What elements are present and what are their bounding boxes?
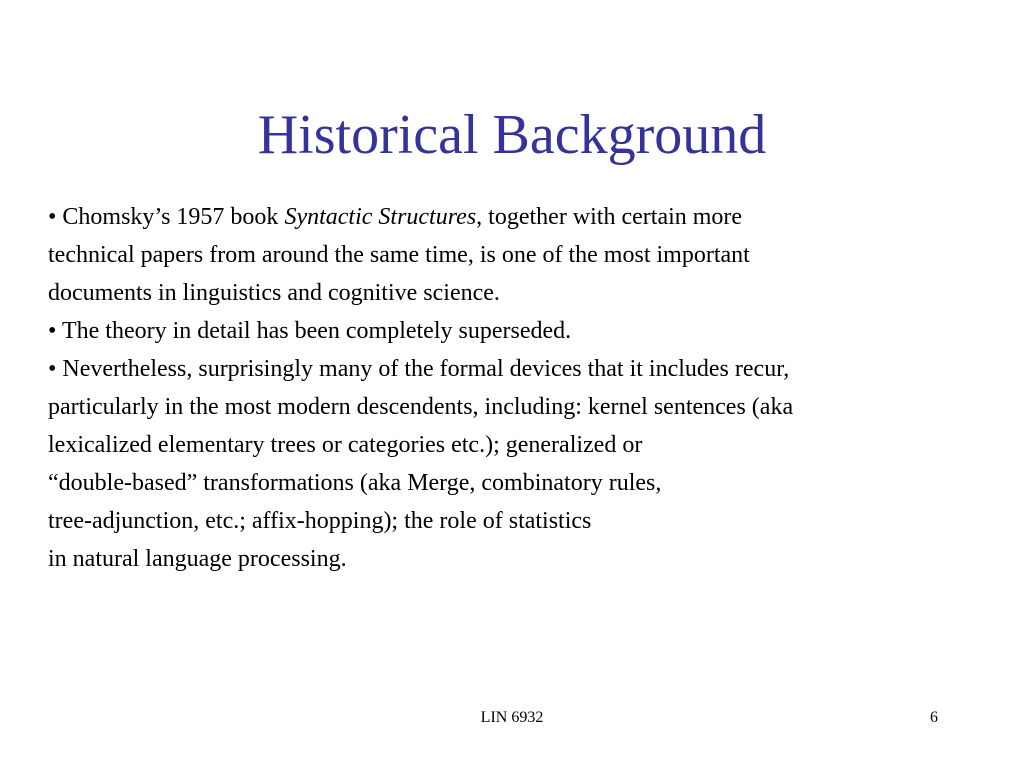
slide-body [48, 198, 988, 578]
book-title: Syntactic Structures [284, 204, 477, 230]
footer-page-number: 6 [930, 709, 938, 726]
bullet-1-text-start: • Chomsky’s 1957 book [48, 204, 285, 230]
body-line-4: • The theory in detail has been completely superseded. [48, 318, 572, 344]
body-line-9: tree-adjunction, etc.; affix-hopping); the role of statistics [48, 508, 592, 534]
body-line-8: “double-based” transformations (aka Merge, combinatory rules, [48, 470, 662, 496]
slide-title: Historical Background [257, 104, 767, 166]
body-line-3: documents in linguistics and cognitive science. [48, 280, 500, 306]
body-line-10: in natural language processing. [48, 546, 347, 572]
body-line-6: particularly in the most modern descendents, including: kernel sentences (aka [48, 394, 794, 420]
body-line-7: lexicalized elementary trees or categories etc.); generalized or [48, 432, 643, 458]
bullet-1-text-end: , together with certain more [476, 204, 743, 230]
body-line-2: technical papers from around the same time, is one of the most important [48, 242, 750, 268]
body-line-5: • Nevertheless, surprisingly many of the formal devices that it includes recur, [48, 356, 790, 382]
footer-course: LIN 6932 [480, 709, 544, 726]
body-line-1 [48, 198, 988, 236]
